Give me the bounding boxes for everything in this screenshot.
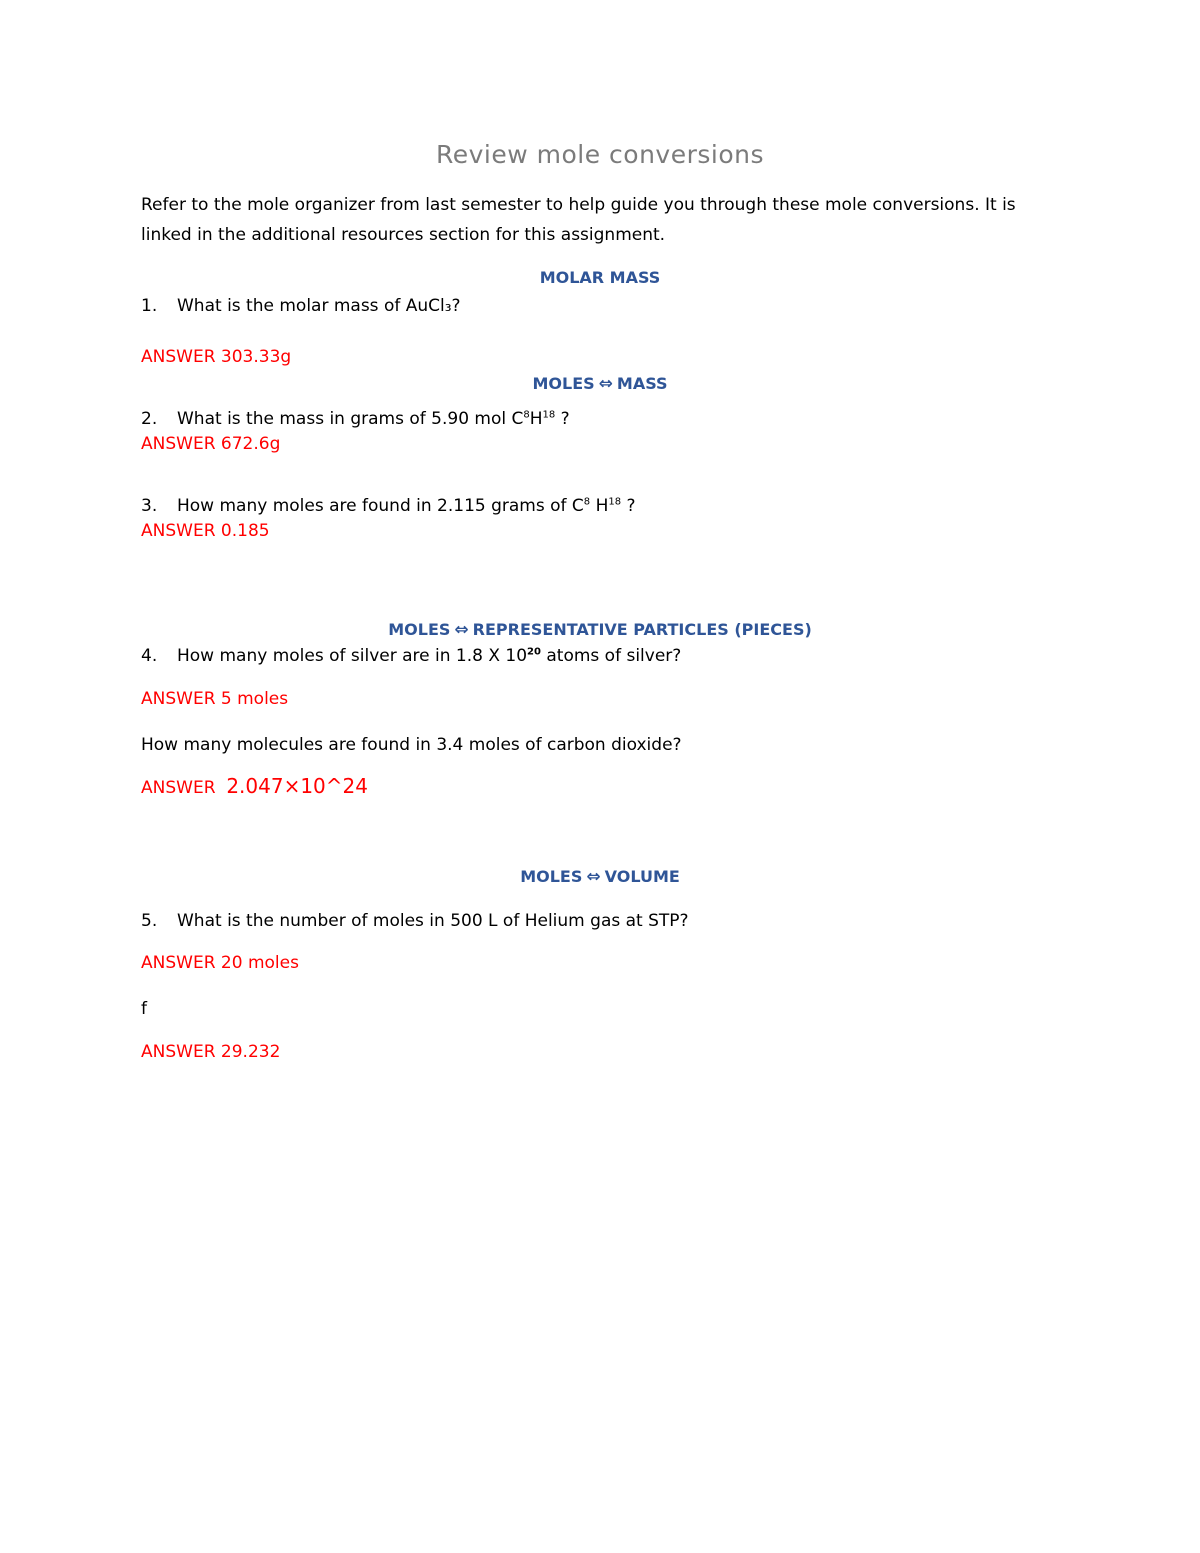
question-2-text: What is the mass in grams of 5.90 mol C	[177, 409, 524, 429]
question-5-number: 5.	[141, 911, 158, 931]
question-4b: How many molecules are found in 3.4 moles of carbon dioxide?	[141, 735, 682, 755]
answer-4b-value: 2.047×10^24	[226, 774, 368, 798]
question-3-sub-h: 18	[608, 496, 622, 508]
question-4-text: How many moles of silver are in 1.8 X 10	[177, 646, 528, 666]
heading-right: MASS	[616, 374, 668, 393]
question-2	[141, 404, 570, 434]
question-3-end: ?	[621, 496, 636, 516]
heading-left: MOLES	[520, 867, 583, 886]
intro-line-1: Refer to the mole organizer from last semester to help guide you through these mole conversions. It is	[141, 195, 1016, 215]
heading-left: MOLES	[388, 620, 451, 639]
double-arrow-icon: ⇔	[598, 374, 613, 394]
heading-left: MOLES	[532, 374, 595, 393]
answer-4b	[141, 774, 368, 798]
question-1-number: 1.	[141, 296, 158, 316]
heading-right: VOLUME	[604, 867, 680, 886]
answer-3: ANSWER 0.185	[141, 521, 270, 541]
question-4	[141, 641, 681, 671]
intro-line-2: linked in the additional resources section for this assignment.	[141, 225, 666, 245]
question-1-text: What is the molar mass of AuCl₃?	[177, 296, 461, 316]
question-5	[141, 906, 689, 936]
question-4-exponent: 20	[527, 646, 541, 658]
question-3-text: How many moles are found in 2.115 grams of C	[177, 496, 584, 516]
answer-5: ANSWER 20 moles	[141, 953, 299, 973]
section-heading-moles-mass	[0, 374, 1200, 394]
question-3-sub-c: 8	[583, 496, 591, 508]
question-1	[141, 291, 461, 321]
section-heading-moles-volume	[0, 867, 1200, 887]
extra-text: f	[141, 999, 147, 1019]
double-arrow-icon: ⇔	[454, 620, 469, 640]
question-3-number: 3.	[141, 496, 158, 516]
answer-4b-label: ANSWER	[141, 778, 216, 798]
section-heading-moles-particles	[0, 620, 1200, 640]
question-4-end: atoms of silver?	[540, 646, 682, 666]
answer-extra: ANSWER 29.232	[141, 1042, 281, 1062]
question-2-sub-c: 8	[523, 409, 530, 421]
question-4-number: 4.	[141, 646, 158, 666]
answer-1: ANSWER 303.33g	[141, 347, 292, 367]
answer-2: ANSWER 672.6g	[141, 434, 281, 454]
question-3-h: H	[590, 496, 609, 516]
question-2-sub-h: 18	[542, 409, 556, 421]
question-5-text: What is the number of moles in 500 L of Helium gas at STP?	[177, 911, 689, 931]
question-2-number: 2.	[141, 409, 158, 429]
double-arrow-icon: ⇔	[586, 867, 601, 887]
question-2-end: ?	[555, 409, 570, 429]
question-3	[141, 491, 636, 521]
heading-right: REPRESENTATIVE PARTICLES (PIECES)	[472, 620, 812, 639]
section-heading-molar-mass: MOLAR MASS	[539, 268, 661, 287]
answer-4: ANSWER 5 moles	[141, 689, 289, 709]
question-2-h: H	[529, 409, 543, 429]
page-title: Review mole conversions	[435, 140, 765, 169]
